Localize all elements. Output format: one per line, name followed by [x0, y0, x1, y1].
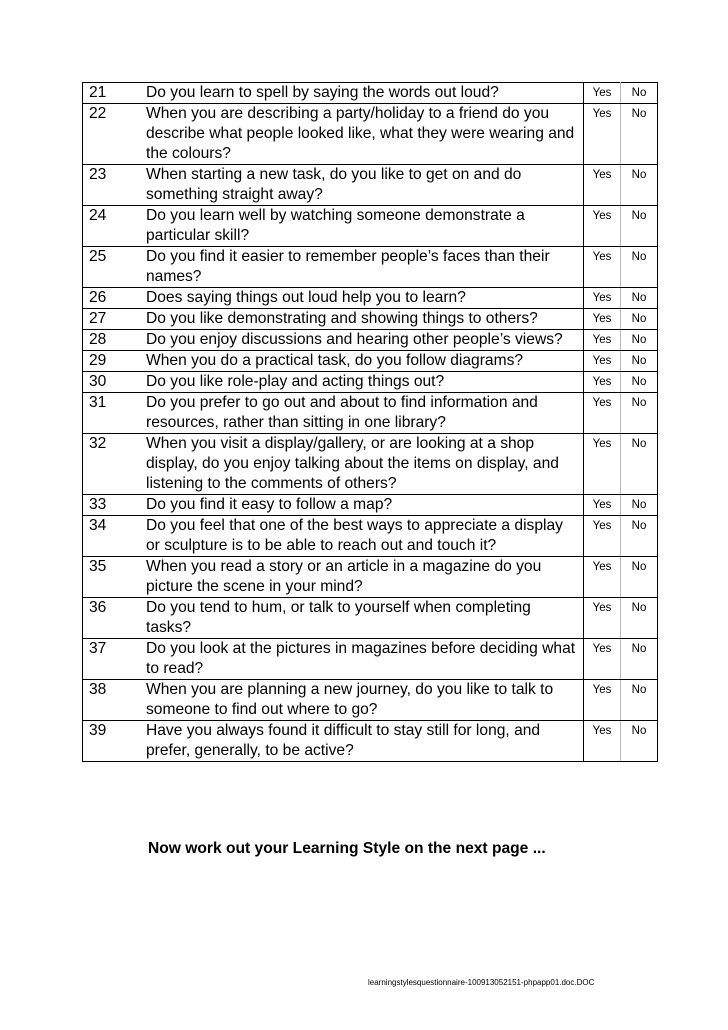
yes-option[interactable]: Yes: [584, 557, 621, 598]
questionnaire-table: [82, 82, 658, 762]
yes-option[interactable]: Yes: [584, 598, 621, 639]
no-option[interactable]: No: [621, 309, 658, 330]
question-text: When you do a practical task, do you follow diagrams?: [145, 351, 584, 372]
yes-option[interactable]: Yes: [584, 680, 621, 721]
question-row: [83, 309, 658, 330]
question-number: 31: [83, 393, 146, 434]
question-text: When you are describing a party/holiday to a friend do you describe what people looked like, what they were wearing and the colours?: [145, 104, 584, 165]
question-number: 21: [83, 83, 146, 104]
question-row: [83, 598, 658, 639]
no-option[interactable]: No: [621, 206, 658, 247]
yes-option[interactable]: Yes: [584, 372, 621, 393]
yes-option[interactable]: Yes: [584, 721, 621, 762]
question-row: [83, 288, 658, 309]
no-option[interactable]: No: [621, 721, 658, 762]
no-option[interactable]: No: [621, 598, 658, 639]
question-text: Do you learn well by watching someone demonstrate a particular skill?: [145, 206, 584, 247]
yes-option[interactable]: Yes: [584, 330, 621, 351]
question-row: [83, 104, 658, 165]
question-row: [83, 516, 658, 557]
yes-option[interactable]: Yes: [584, 104, 621, 165]
no-option[interactable]: No: [621, 351, 658, 372]
no-option[interactable]: No: [621, 330, 658, 351]
question-text: Do you tend to hum, or talk to yourself when completing tasks?: [145, 598, 584, 639]
no-option[interactable]: No: [621, 495, 658, 516]
yes-option[interactable]: Yes: [584, 393, 621, 434]
yes-option[interactable]: Yes: [584, 309, 621, 330]
question-row: [83, 680, 658, 721]
question-number: 22: [83, 104, 146, 165]
yes-option[interactable]: Yes: [584, 247, 621, 288]
question-number: 32: [83, 434, 146, 495]
question-row: [83, 393, 658, 434]
question-text: Does saying things out loud help you to learn?: [145, 288, 584, 309]
question-text: Do you prefer to go out and about to find information and resources, rather than sitting in one library?: [145, 393, 584, 434]
no-option[interactable]: No: [621, 516, 658, 557]
yes-option[interactable]: Yes: [584, 434, 621, 495]
question-row: [83, 330, 658, 351]
no-option[interactable]: No: [621, 680, 658, 721]
yes-option[interactable]: Yes: [584, 206, 621, 247]
question-number: 26: [83, 288, 146, 309]
no-option[interactable]: No: [621, 434, 658, 495]
question-number: 36: [83, 598, 146, 639]
questionnaire-body: [83, 83, 658, 762]
no-option[interactable]: No: [621, 247, 658, 288]
question-row: [83, 721, 658, 762]
yes-option[interactable]: Yes: [584, 351, 621, 372]
no-option[interactable]: No: [621, 557, 658, 598]
question-row: [83, 165, 658, 206]
question-row: [83, 83, 658, 104]
question-text: When you read a story or an article in a magazine do you picture the scene in your mind?: [145, 557, 584, 598]
question-text: Do you enjoy discussions and hearing other people’s views?: [145, 330, 584, 351]
question-text: When you visit a display/gallery, or are looking at a shop display, do you enjoy talking about the items on display, and listening to the comments of others?: [145, 434, 584, 495]
yes-option[interactable]: Yes: [584, 495, 621, 516]
footer-instruction: Now work out your Learning Style on the next page ...: [148, 840, 546, 857]
question-row: [83, 639, 658, 680]
yes-option[interactable]: Yes: [584, 83, 621, 104]
question-row: [83, 434, 658, 495]
question-text: Do you find it easier to remember people’s faces than their names?: [145, 247, 584, 288]
question-row: [83, 495, 658, 516]
question-number: 38: [83, 680, 146, 721]
no-option[interactable]: No: [621, 393, 658, 434]
yes-option[interactable]: Yes: [584, 516, 621, 557]
no-option[interactable]: No: [621, 372, 658, 393]
question-number: 34: [83, 516, 146, 557]
question-row: [83, 351, 658, 372]
question-text: When starting a new task, do you like to get on and do something straight away?: [145, 165, 584, 206]
question-text: Do you find it easy to follow a map?: [145, 495, 584, 516]
yes-option[interactable]: Yes: [584, 165, 621, 206]
question-text: When you are planning a new journey, do you like to talk to someone to find out where to go?: [145, 680, 584, 721]
no-option[interactable]: No: [621, 639, 658, 680]
question-number: 33: [83, 495, 146, 516]
question-text: Do you like role-play and acting things out?: [145, 372, 584, 393]
question-number: 27: [83, 309, 146, 330]
no-option[interactable]: No: [621, 83, 658, 104]
question-number: 28: [83, 330, 146, 351]
yes-option[interactable]: Yes: [584, 288, 621, 309]
question-number: 29: [83, 351, 146, 372]
question-text: Do you look at the pictures in magazines before deciding what to read?: [145, 639, 584, 680]
no-option[interactable]: No: [621, 165, 658, 206]
question-number: 35: [83, 557, 146, 598]
document-filename: learningstylesquestionnaire-100913052151-phpapp01.doc.DOC: [368, 978, 595, 987]
no-option[interactable]: No: [621, 104, 658, 165]
question-row: [83, 372, 658, 393]
question-number: 30: [83, 372, 146, 393]
question-number: 37: [83, 639, 146, 680]
question-row: [83, 206, 658, 247]
question-number: 39: [83, 721, 146, 762]
question-text: Do you like demonstrating and showing things to others?: [145, 309, 584, 330]
question-text: Do you learn to spell by saying the words out loud?: [145, 83, 584, 104]
yes-option[interactable]: Yes: [584, 639, 621, 680]
question-text: Have you always found it difficult to stay still for long, and prefer, generally, to be active?: [145, 721, 584, 762]
question-number: 24: [83, 206, 146, 247]
question-row: [83, 557, 658, 598]
question-number: 25: [83, 247, 146, 288]
question-text: Do you feel that one of the best ways to appreciate a display or sculpture is to be able to reach out and touch it?: [145, 516, 584, 557]
question-number: 23: [83, 165, 146, 206]
question-row: [83, 247, 658, 288]
no-option[interactable]: No: [621, 288, 658, 309]
